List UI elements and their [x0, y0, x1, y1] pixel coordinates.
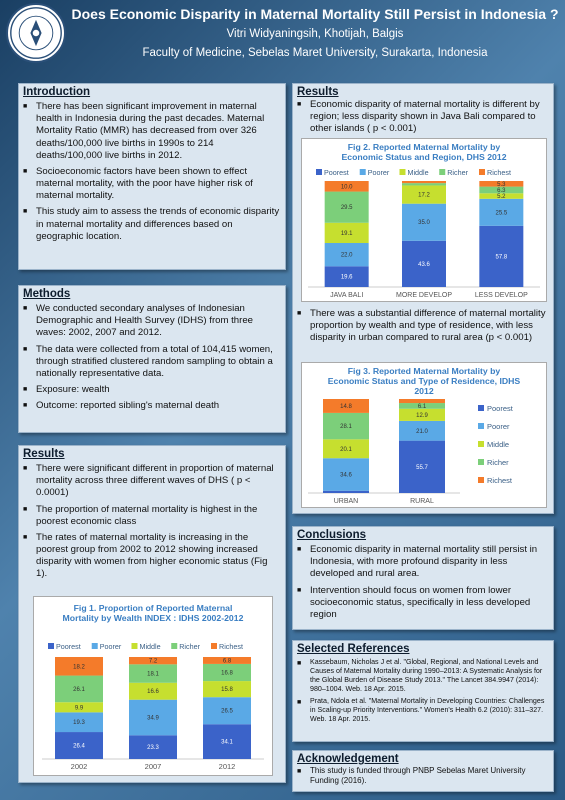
data-label: 17.2 — [418, 192, 430, 199]
results-left-bullet: ■ The rates of maternal mortality is increasing in the poorest group from 2002 to 2012 showing increased disparity with women from higher economic status (Fig 1). — [23, 532, 280, 581]
legend-label: Middle — [407, 168, 429, 177]
legend-label: Poorest — [56, 642, 81, 651]
legend-label: Poorest — [324, 168, 349, 177]
legend-swatch — [316, 169, 322, 175]
methods-bullet: ■ We conducted secondary analyses of Indonesian Demographic and Health Survey (IDHS) from three waves: 2002, 2007 and 2012. — [23, 303, 280, 340]
results-right-list1 — [293, 99, 553, 136]
results-right-panel — [292, 83, 554, 514]
data-label: 35.0 — [418, 220, 430, 227]
poster-authors: Vitri Widyaningsih, Khotijah, Balgis — [226, 28, 404, 40]
data-label: 22.0 — [340, 252, 353, 259]
data-label: 16.8 — [221, 670, 233, 677]
results-left-heading: Results — [23, 448, 65, 460]
conclusions-heading: Conclusions — [297, 529, 367, 541]
results-left-list — [19, 463, 285, 581]
methods-panel — [18, 285, 286, 433]
data-label: 5.3 — [497, 181, 506, 188]
data-label: 19.3 — [73, 720, 85, 727]
legend-label: Poorer — [487, 422, 510, 431]
legend-swatch — [48, 643, 54, 649]
results-right-list2 — [293, 308, 555, 349]
data-label: 43.6 — [418, 261, 430, 268]
data-label: 6.8 — [222, 658, 232, 665]
data-label: 16.6 — [147, 689, 159, 696]
legend-label: Poorer — [99, 642, 122, 651]
data-label: 5.2 — [497, 194, 506, 201]
category-label: 2012 — [218, 762, 236, 771]
category-label: URBAN — [333, 498, 359, 505]
category-label: 2007 — [144, 762, 162, 771]
legend-label: Richest — [487, 476, 513, 485]
data-label: 19.6 — [340, 274, 353, 281]
legend-label: Richest — [219, 642, 243, 651]
fig2-title: Fig 2. Reported Maternal Mortality by Economic Status and Region, DHS 2012 — [341, 142, 507, 162]
legend-swatch — [399, 169, 405, 175]
data-label: 28.1 — [340, 424, 352, 431]
data-label: 21.0 — [416, 428, 428, 435]
introduction-bullet: ■ This study aim to assess the trends of economic disparity in maternal mortality and differences based on geographic location. — [23, 206, 280, 243]
legend-swatch — [478, 423, 484, 429]
university-logo — [6, 3, 66, 63]
introduction-list — [19, 101, 285, 243]
legend-swatch — [478, 477, 484, 483]
fig1-title: Fig 1. Proportion of Reported Maternal Mortality by Wealth INDEX : IDHS 2002-2012 — [62, 603, 244, 623]
legend-swatch — [171, 643, 177, 649]
acknowledgement-panel — [292, 750, 554, 792]
results-right-bullet: ■ There was a substantial difference of maternal mortality proportion by wealth and type of residence, with less disparity in urban compared to rural area (p < 0.001) — [297, 308, 550, 345]
category-label: LESS DEVELOP — [474, 292, 528, 299]
legend-swatch — [92, 643, 98, 649]
introduction-bullet: ■ There has been significant improvement in maternal health in Indonesia during the past decades. Maternal Mortality Ratio (MMR) has decreased from over 326 deaths/100,000 live births in 1990s to 214 deaths/100,000 live births in 2012. — [23, 101, 280, 162]
legend-label: Poorest — [487, 404, 513, 413]
legend-swatch — [439, 169, 445, 175]
data-label: 15.8 — [221, 687, 233, 694]
fig3-svg — [302, 395, 546, 507]
fig1-chart — [33, 596, 273, 776]
fig2-chart — [301, 138, 547, 302]
bar-segment — [323, 491, 369, 493]
reference-item: ■ Prata, Ndola et al. "Maternal Mortality in Developing Countries: Challenges in Scaling-up Priority Interventions." Women's Health 6.2 (2010): 311–327. Web. 18 Apr. 2015. — [297, 697, 548, 724]
results-left-bullet: ■ There were significant different in proportion of maternal mortality across three different waves of DHS ( p < 0.0001) — [23, 463, 280, 500]
data-label: 34.6 — [340, 472, 352, 479]
data-label: 34.1 — [221, 739, 233, 746]
fig3-chart — [301, 362, 547, 508]
legend-label: Richer — [487, 458, 509, 467]
references-list — [293, 658, 553, 724]
conclusions-list — [293, 544, 553, 621]
bar-segment — [402, 181, 446, 183]
data-label: 19.1 — [340, 230, 353, 237]
fig3-title: Fig 3. Reported Maternal Mortality by Economic Status and Type of Residence, IDHS 2012 — [327, 366, 521, 396]
methods-bullet: ■ Exposure: wealth — [23, 384, 280, 396]
introduction-heading: Introduction — [23, 86, 91, 98]
methods-list — [19, 303, 285, 412]
data-label: 26.1 — [73, 686, 85, 693]
poster-affiliation: Faculty of Medicine, Sebelas Maret University, Surakarta, Indonesia — [142, 47, 488, 59]
results-left-panel — [18, 445, 286, 783]
legend-swatch — [478, 405, 484, 411]
methods-heading: Methods — [23, 288, 71, 300]
data-label: 57.8 — [495, 254, 508, 261]
data-label: 14.8 — [340, 403, 352, 410]
introduction-bullet: ■ Socioeconomic factors have been shown to effect maternal mortality, with the poor have higher risk of maternal mortality. — [23, 166, 280, 203]
legend-swatch — [360, 169, 366, 175]
data-label: 18.1 — [147, 671, 159, 678]
data-label: 18.2 — [73, 664, 85, 671]
results-right-bullet: ■ Economic disparity of maternal mortality is different by region; less disparity shown in Java Bali compared to other islands ( p < 0.001) — [297, 99, 548, 136]
methods-bullet: ■ The data were collected from a total of 104,415 women, through stratified clustered random sampling to obtain a nationally representative data. — [23, 344, 280, 381]
poster-title: Does Economic Disparity in Maternal Mortality Still Persist in Indonesia ? — [71, 6, 559, 22]
bar-segment — [399, 399, 445, 403]
data-label: 23.3 — [147, 745, 159, 752]
data-label: 6.3 — [497, 187, 506, 194]
legend-label: Middle — [139, 642, 161, 651]
results-left-bullet: ■ The proportion of maternal mortality is highest in the poorest economic class — [23, 504, 280, 528]
data-label: 55.7 — [416, 464, 428, 471]
category-label: JAVA BALI — [330, 292, 364, 299]
legend-swatch — [478, 441, 484, 447]
category-label: MORE DEVELOP — [395, 292, 453, 299]
legend-label: Middle — [487, 440, 510, 449]
bar-segment — [402, 183, 446, 185]
data-label: 25.5 — [495, 210, 508, 217]
data-label: 6.1 — [417, 403, 427, 410]
poster-header — [0, 0, 565, 70]
legend-swatch — [131, 643, 137, 649]
legend-label: Poorer — [367, 168, 390, 177]
conclusions-panel — [292, 526, 554, 630]
data-label: 20.1 — [340, 446, 352, 453]
data-label: 34.9 — [147, 715, 159, 722]
conclusions-bullet: ■ Intervention should focus on women from lower socioeconomic status, specifically in less developed region — [297, 585, 548, 622]
data-label: 12.9 — [416, 412, 428, 419]
data-label: 7.2 — [148, 658, 158, 665]
acknowledgement-heading: Acknowledgement — [297, 753, 399, 765]
references-heading: Selected References — [297, 643, 410, 655]
conclusions-bullet: ■ Economic disparity in maternal mortality still persist in Indonesia, with more profound disparity in less developed and rural area. — [297, 544, 548, 581]
legend-label: Richest — [487, 168, 511, 177]
category-label: RURAL — [410, 498, 434, 505]
results-right-heading: Results — [297, 86, 339, 98]
category-label: 2002 — [70, 762, 88, 771]
introduction-panel — [18, 83, 286, 270]
legend-swatch — [479, 169, 485, 175]
legend-label: Richer — [447, 168, 469, 177]
acknowledgement-text: ■ This study is funded through PNBP Sebelas Maret University Funding (2016). — [297, 766, 548, 786]
legend-swatch — [211, 643, 217, 649]
data-label: 29.5 — [340, 205, 353, 212]
legend-swatch — [478, 459, 484, 465]
data-label: 26.4 — [73, 743, 85, 750]
data-label: 10.0 — [340, 184, 353, 191]
reference-item: ■ Kassebaum, Nicholas J et al. "Global, Regional, and National Levels and Causes of Maternal Mortality during 1990–2013: A Systematic Analysis for the Global Burden of Disease Study 2013." The Lancet 384.9947 (2014): 980–1004. Web. 18 Apr. 2015. — [297, 658, 548, 693]
data-label: 26.5 — [221, 708, 233, 715]
legend-label: Richer — [179, 642, 201, 651]
university-seal-icon — [8, 5, 64, 61]
data-label: 9.9 — [74, 705, 84, 712]
references-panel — [292, 640, 554, 742]
methods-bullet: ■ Outcome: reported sibling's maternal death — [23, 400, 280, 412]
fig1-svg — [34, 641, 272, 775]
acknowledgement-list — [293, 766, 553, 786]
fig2-svg — [302, 167, 546, 301]
